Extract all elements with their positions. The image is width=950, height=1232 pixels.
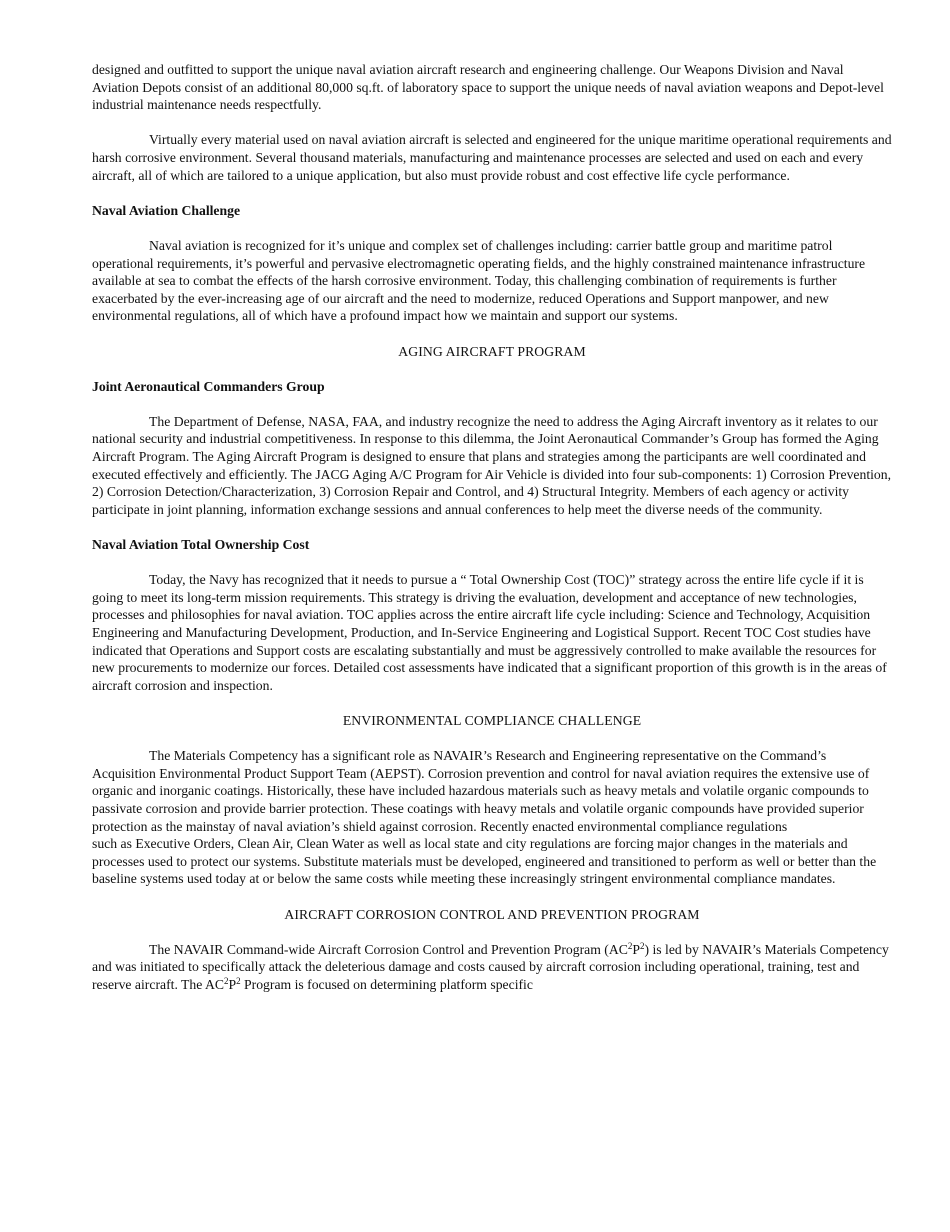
- paragraph-materials: Virtually every material used on naval aviation aircraft is selected and engineered for the unique maritime operational requirements and harsh corrosive environment. Several thousand materials, manufacturing and maintenance processes are selected and used on each and every aircraft, all of which are tailored to a unique application, but also must provide robust and cost effective life cycle performance.: [92, 132, 892, 183]
- paragraph-challenge: Naval aviation is recognized for it’s unique and complex set of challenges including: carrier battle group and maritime patrol operational requirements, it’s powerful and pervasive electromagnetic operating fields, and the highly constrained maintenance infrastructure available at sea to combat the effects of the harsh corrosive environment. Today, this challenging combination of requirements is further exacerbated by the ever-increasing age of our aircraft and the need to modernize, reduced Operations and Support manpower, and new environmental regulations, all of which have a profound impact how we maintain and support our systems.: [92, 237, 866, 324]
- paragraph-lab-space: designed and outfitted to support the unique naval aviation aircraft research and engineering challenge. Our Weapons Division and Naval Aviation Depots consist of an additional 80,000 sq.ft. of laboratory space to support the unique needs of naval aviation weapons and Depot-level industrial maintenance needs respectfully.: [92, 62, 884, 113]
- heading-naval-aviation-challenge: Naval Aviation Challenge: [92, 202, 241, 218]
- ac2p2-text: P: [632, 941, 640, 957]
- superscript: 2: [640, 940, 645, 951]
- paragraph-environmental-part1: The Materials Competency has a significant role as NAVAIR’s Research and Engineering representative on the Command’s Acquisition Environmental Product Support Team (AEPST). Corrosion prevention and control for naval aviation requires the extensive use of organic and inorganic coatings. Historically, these have included hazardous materials such as heavy metals and volatile organic compounds to passivate corrosion and provide barrier protection. These coatings with heavy metals and volatile organic compounds have provided superior protection as the mainstay of naval aviation’s shield against corrosion. Recently enacted environmental compliance regulations: [92, 748, 870, 834]
- paragraph-jacg: The Department of Defense, NASA, FAA, and industry recognize the need to address the Aging Aircraft inventory as it relates to our national security and industrial competitiveness. In response to this dilemma, the Joint Aeronautical Commander’s Group has formed the Aging Aircraft Program. The Aging Aircraft Program is designed to ensure that plans and strategies among the participants are well coordinated and executed effectively and efficiently. The JACG Aging A/C Program for Air Vehicle is divided into four sub-components: 1) Corrosion Prevention, 2) Corrosion Detection/Characterization, 3) Corrosion Repair and Control, and 4) Structural Integrity. Members of each agency or activity participate in joint planning, information exchange sessions and annual conferences to help meet the diverse needs of the community.: [92, 413, 892, 517]
- superscript: 2: [627, 940, 633, 951]
- ac2p2-text: ) is led by NAVAIR’s Materials Competency and was initiated to specifically attack the deleterious damage and costs caused by aircraft corrosion including operational, training, test and reserve aircraft. The AC: [92, 941, 889, 992]
- document-page: [92, 61, 892, 1011]
- heading-total-ownership-cost: Naval Aviation Total Ownership Cost: [92, 537, 310, 553]
- ac2p2-text-start: The NAVAIR Command-wide Aircraft Corrosion Control and Prevention Program (AC: [149, 941, 628, 957]
- heading-corrosion-program: AIRCRAFT CORROSION CONTROL AND PREVENTION PROGRAM: [284, 906, 700, 922]
- paragraph-toc: Today, the Navy has recognized that it needs to pursue a “ Total Ownership Cost (TOC)” strategy across the entire life cycle if it is going to meet its long-term mission requirements. This strategy is driving the evaluation, development and acceptance of new technologies, processes and philosophies for naval aviation. TOC applies across the entire aircraft life cycle including: Science and Technology, Acquisition Engineering and Manufacturing Development, Production, and In-Service Engineering and Logistical Support. Recent TOC Cost studies have indicated that Operations and Support costs are escalating substantially and must be aggressively controlled to make available the resources for new procurements to modernize our forces. Detailed cost assessments have indicated that a significant proportion of this growth is in the areas of aircraft corrosion and inspection.: [92, 572, 887, 693]
- heading-aging-aircraft-program: AGING AIRCRAFT PROGRAM: [398, 343, 586, 359]
- ac2p2-text-end: Program is focused on determining platform specific: [240, 976, 533, 992]
- ac2p2-text: P: [228, 976, 237, 992]
- heading-environmental-compliance: ENVIRONMENTAL COMPLIANCE CHALLENGE: [342, 712, 642, 728]
- superscript: 2: [224, 975, 229, 986]
- paragraph-environmental-part2: such as Executive Orders, Clean Air, Clean Water as well as local state and city regulations are forcing major changes in the materials and processes used to protect our systems. Substitute materials must be developed, engineered and transitioned to perform as well or better than the baseline systems used today at or below the same costs while meeting these increasingly stringent environmental compliance mandates.: [92, 836, 877, 887]
- superscript: 2: [236, 975, 241, 986]
- heading-jacg: Joint Aeronautical Commanders Group: [92, 378, 325, 394]
- paragraph-ac2p2: [92, 941, 892, 994]
